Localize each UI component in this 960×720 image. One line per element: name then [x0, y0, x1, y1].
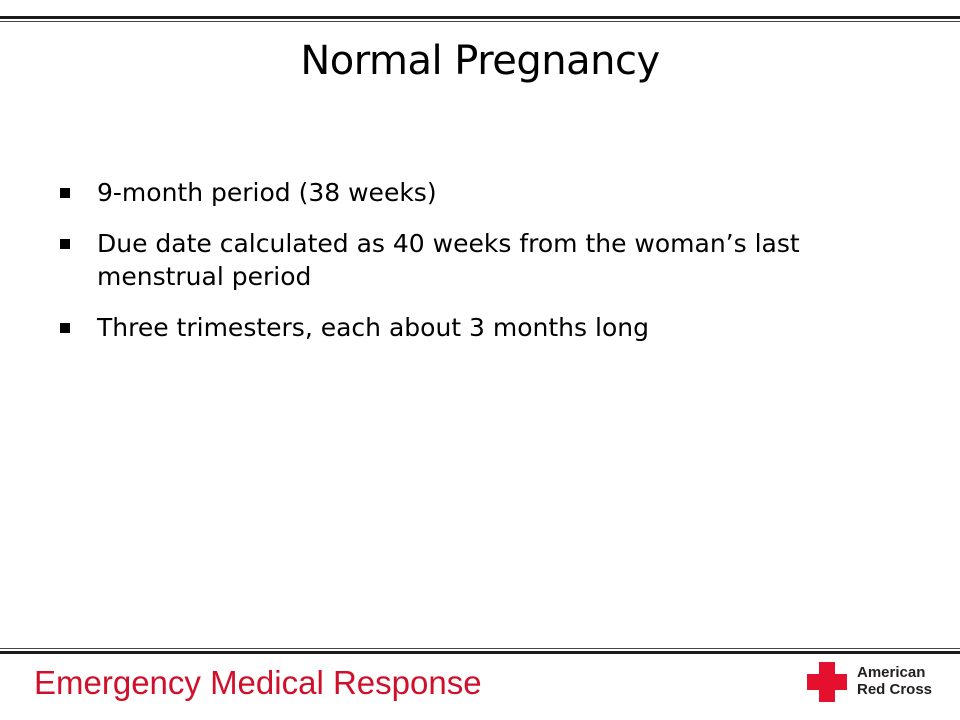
bullet-text: Due date calculated as 40 weeks from the woman’s last menstrual period: [97, 229, 800, 291]
top-divider-thin: [0, 21, 960, 22]
bullet-text: Three trimesters, each about 3 months long: [97, 313, 649, 342]
bullet-list: [60, 176, 900, 362]
bottom-divider-thin: [0, 648, 960, 649]
logo-wordmark: [857, 664, 932, 698]
top-divider-thick: [0, 16, 960, 19]
red-cross-logo: [805, 660, 945, 710]
logo-line-2: Red Cross: [857, 681, 933, 698]
red-cross-icon: [805, 660, 849, 704]
square-bullet-icon: [60, 188, 70, 198]
bullet-item: [60, 311, 900, 344]
course-title: Emergency Medical Response: [34, 664, 482, 701]
bullet-item: [60, 176, 900, 209]
square-bullet-icon: [60, 323, 70, 333]
logo-line-1: American: [857, 664, 926, 681]
bullet-text: 9-month period (38 weeks): [97, 178, 437, 207]
slide-title: Normal Pregnancy: [300, 38, 660, 84]
bullet-item: [60, 227, 900, 293]
square-bullet-icon: [60, 239, 70, 249]
bottom-divider-thick: [0, 651, 960, 654]
